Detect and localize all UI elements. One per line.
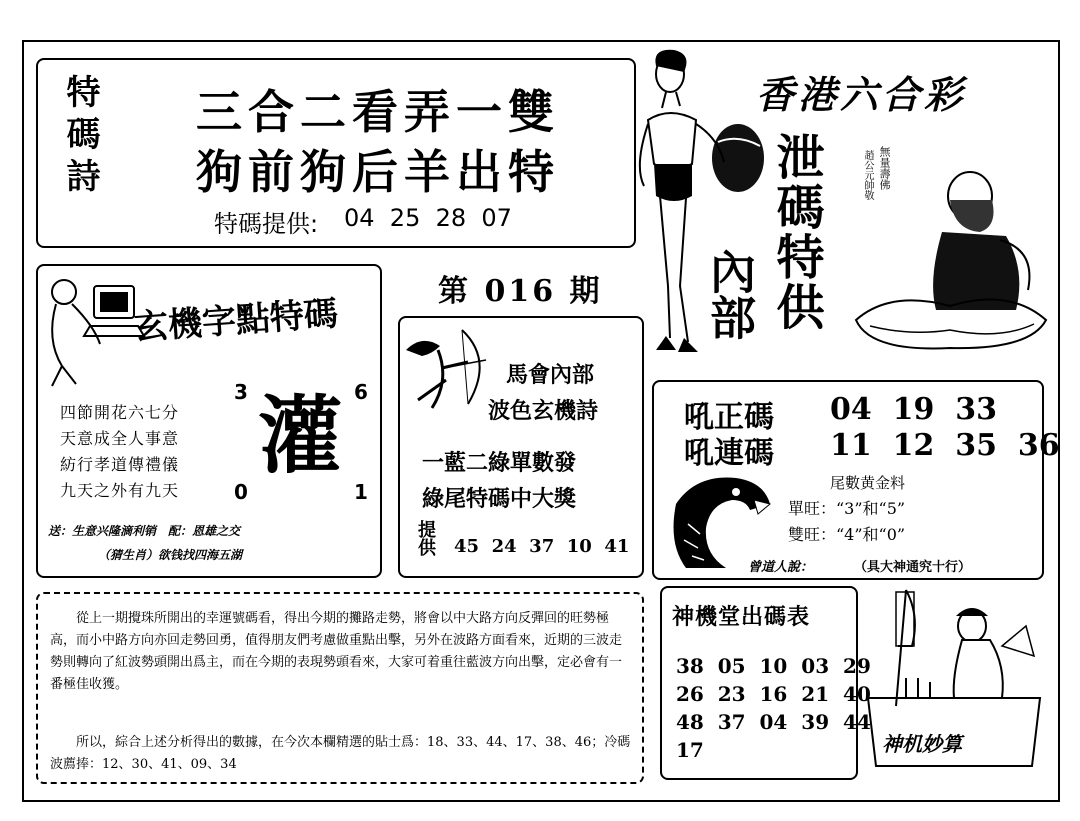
shenji-row-2: 26 23 16 21 40	[676, 682, 871, 706]
poem-provide-label: 特碼提供:	[214, 210, 319, 238]
xuanji-line-4: 九天之外有九天	[60, 481, 180, 500]
shenji-row-1: 38 05 10 03 29	[676, 654, 871, 678]
buddha-stamp-2: 趙公元帥敬	[862, 150, 873, 200]
roar-main-label: 吼正碼	[684, 400, 774, 435]
tail-title: 尾數黄金料	[830, 474, 906, 492]
xuanji-line-1: 四節開花六七分	[60, 403, 180, 422]
shenji-title: 神機堂出碼表	[672, 604, 811, 630]
horse-line-4: 綠尾特碼中大獎	[422, 486, 577, 512]
corner-bottom-left: 0	[234, 480, 248, 504]
analysis-paragraph-2: 所以，綜合上述分析得出的數據，在今次本欄精選的貼士爲：18、33、44、17、38、46；冷碼波薦捧：12、30、41、09、34	[50, 735, 631, 772]
taoist-quote: （具大神通究十行）	[854, 560, 972, 575]
roar-box	[652, 380, 1060, 580]
xuanji-footer-2: （猜生肖）欲钱找四海五湖	[98, 548, 243, 562]
buddha-illustration	[850, 160, 1050, 360]
roar-link-numbers: 11 12 35 36	[830, 428, 1060, 463]
fortune-sign: 神机妙算	[882, 732, 962, 756]
big-character: 灌	[258, 386, 343, 485]
xuanji-title: 玄機字點特碼	[132, 293, 340, 348]
poem-side-label: 特碼詩	[60, 74, 100, 200]
double-prosperous: 雙旺：“4”和“0”	[788, 525, 906, 544]
horse-numbers: 45 24 37 10 41	[454, 536, 630, 557]
corner-bottom-right: 1	[354, 480, 368, 504]
buddha-stamp-1: 無量壽佛	[878, 146, 891, 190]
xuanji-line-3: 紡行孝道傳禮儀	[60, 455, 180, 474]
taoist-label: 曾道人說：	[748, 560, 814, 575]
roar-link-label: 吼連碼	[684, 436, 774, 471]
roar-main-numbers: 04 19 33	[830, 392, 998, 427]
corner-top-left: 3	[234, 380, 248, 404]
horse-line-1: 馬會內部	[506, 362, 595, 388]
horse-provide-label: 提供	[415, 520, 436, 556]
poem-box	[36, 58, 636, 248]
shenji-row-3: 48 37 04 39 44	[676, 710, 871, 734]
horse-line-2: 波色玄機詩	[488, 398, 599, 424]
horse-club-box	[398, 316, 644, 578]
poem-line-2: 狗前狗后羊出特	[196, 145, 560, 199]
xuanji-line-2: 天意成全人事意	[60, 429, 180, 448]
shenji-row-4: 17	[676, 738, 704, 762]
horse-line-3: 一藍二綠單數發	[422, 450, 577, 476]
corner-top-right: 6	[354, 380, 368, 404]
issue-number: 第 016 期	[438, 274, 603, 309]
poem-line-1: 三合二看弄一雙	[196, 85, 560, 139]
masthead-title: 香港六合彩	[756, 72, 967, 117]
poem-numbers: 04 25 28 07	[344, 204, 512, 232]
analysis-paragraph-1: 從上一期攪珠所開出的幸運號碼看，得出今期的攤路走勢，將會以中大路方向反彈回的旺勢極高，而小中路方向亦回走勢回勇，值得朋友們考慮做重點出擊，另外在波路方面看來，近期的三波走勢則轉向了紅波勢頭開出爲主，而在今期的表現勢頭看來，大家可着重往藍波方向出擊，定必會有一番極佳收獲。	[50, 611, 623, 692]
single-prosperous: 單旺：“3”和“5”	[788, 499, 906, 518]
shenji-box	[660, 586, 871, 780]
xuanji-box	[36, 264, 382, 578]
archer-illustration	[402, 320, 496, 416]
xuanji-footer-1: 送：生意兴隆滴利销 配：恩雄之交	[48, 524, 241, 538]
analysis-box	[36, 592, 644, 784]
inside-label: 內部	[703, 248, 757, 340]
leak-label: 泄碼特供	[768, 132, 824, 332]
